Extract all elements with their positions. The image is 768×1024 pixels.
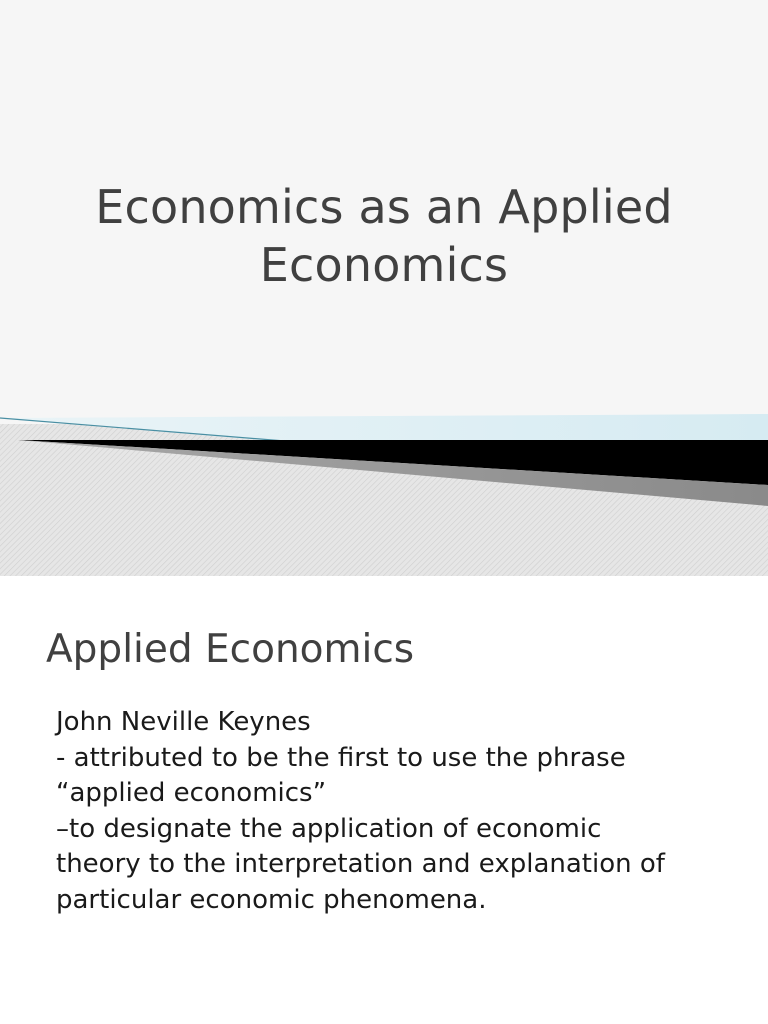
content-heading: Applied Economics (46, 627, 415, 672)
decorative-banner (0, 410, 768, 576)
body-line: - attributed to be the first to use the phrase (56, 742, 626, 773)
body-line: particular economic phenomena. (56, 884, 487, 915)
slide-title (20, 178, 748, 294)
content-slide (0, 576, 768, 1024)
body-line: “applied economics” (56, 778, 327, 808)
content-body (56, 705, 746, 918)
slide-title-line-2: Economics (259, 238, 509, 292)
slide-title-line-1: Economics as an Applied (95, 180, 673, 234)
body-line: theory to the interpretation and explanation of (56, 849, 665, 879)
body-line: John Neville Keynes (56, 707, 311, 737)
body-line: –to designate the application of economic (56, 813, 602, 844)
